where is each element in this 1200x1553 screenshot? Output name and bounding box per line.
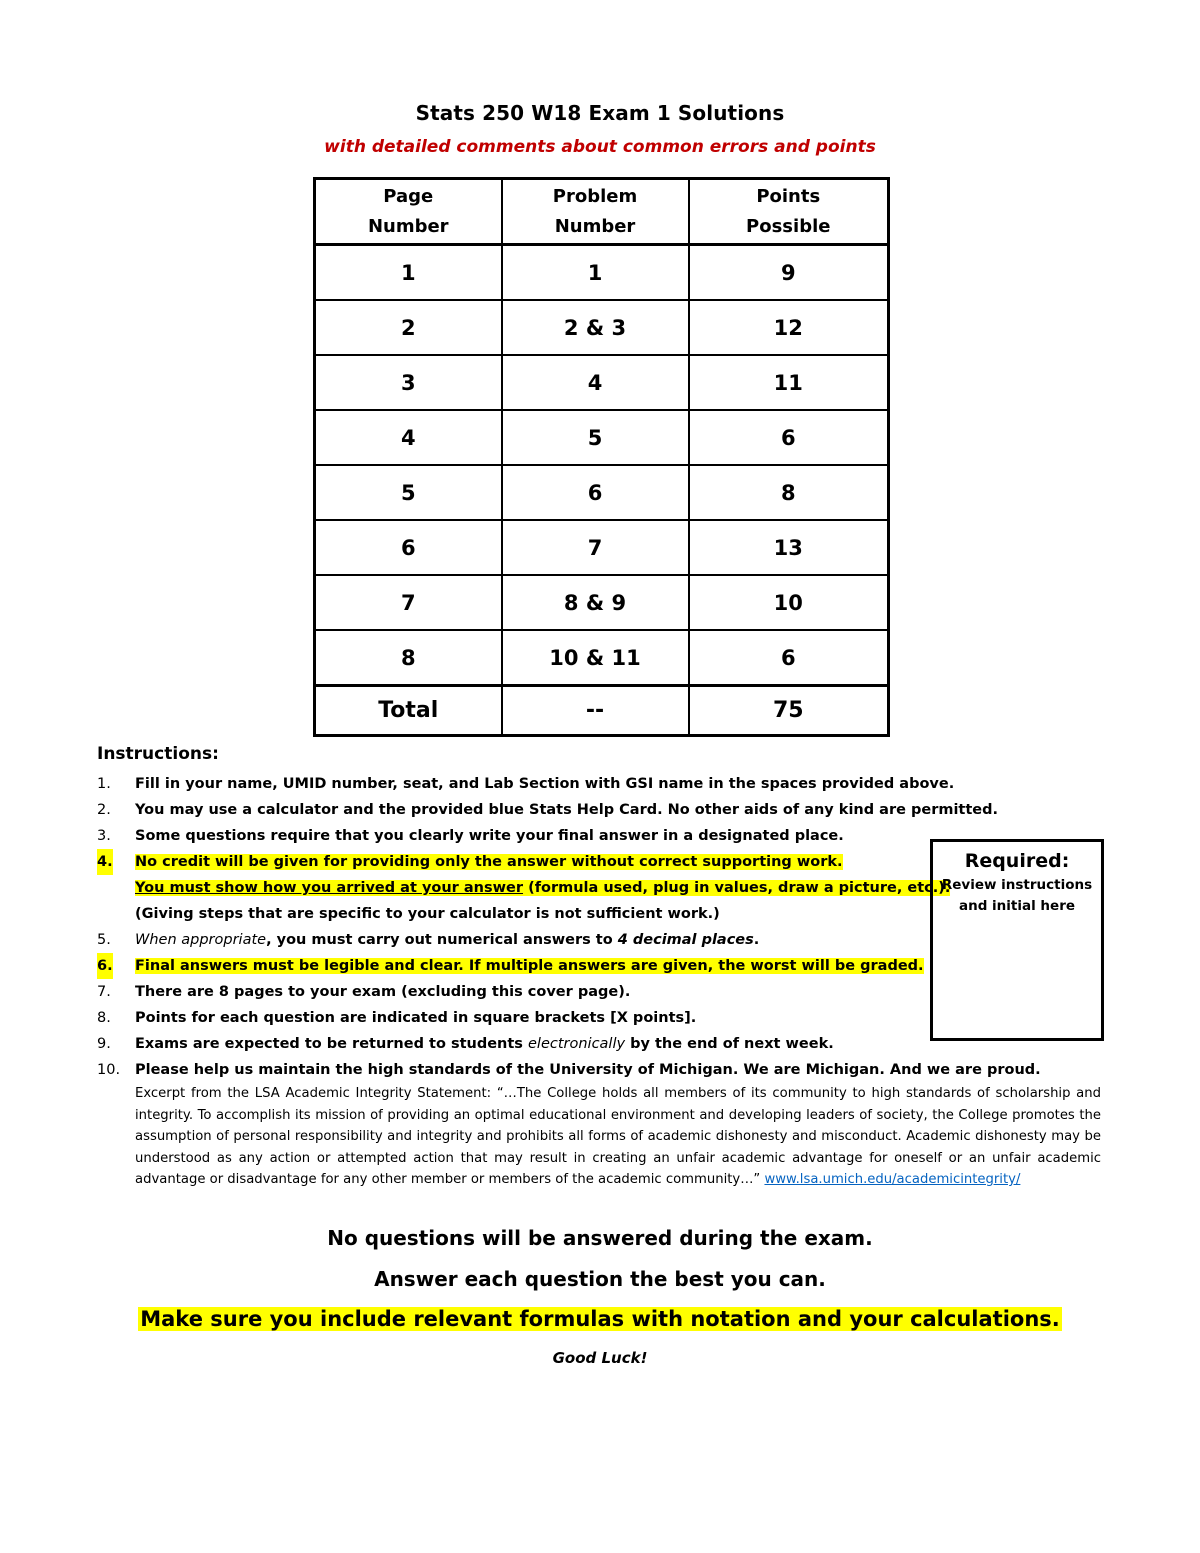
instruction-item: 9. Exams are expected to be returned to students electronically by the end of next week.: [97, 1036, 834, 1052]
cell-page: 3: [315, 355, 502, 410]
closing-line-2: Answer each question the best you can.: [374, 1267, 826, 1291]
table-row: [315, 630, 889, 686]
total-label: Total: [315, 686, 502, 736]
cell-problem: 7: [502, 520, 689, 575]
cell-page: 4: [315, 410, 502, 465]
cell-problem: 10 & 11: [502, 630, 689, 686]
table-total-row: [315, 686, 889, 736]
cell-page: 6: [315, 520, 502, 575]
cell-problem: 4: [502, 355, 689, 410]
total-problem: --: [502, 686, 689, 736]
table-row: [315, 520, 889, 575]
cell-points: 10: [689, 575, 889, 630]
points-table: [313, 177, 890, 737]
instruction-item-highlighted: 6. Final answers must be legible and clear. If multiple answers are given, the worst will be graded.: [97, 953, 1107, 979]
cell-points: 6: [689, 410, 889, 465]
required-instructions: Review instructions and initial here: [941, 877, 1093, 914]
cell-page: 7: [315, 575, 502, 630]
cell-problem: 8 & 9: [502, 575, 689, 630]
table-row: [315, 355, 889, 410]
page-title: Stats 250 W18 Exam 1 Solutions: [415, 101, 785, 125]
instruction-item: 5. When appropriate, you must carry out numerical answers to 4 decimal places.: [97, 932, 760, 948]
cell-page: 1: [315, 245, 502, 301]
instruction-item: 8. Points for each question are indicated in square brackets [X points].: [97, 1010, 697, 1026]
cell-points: 13: [689, 520, 889, 575]
table-row: [315, 300, 889, 355]
instruction-item: 1. Fill in your name, UMID number, seat, and Lab Section with GSI name in the spaces provided above.: [97, 776, 955, 792]
closing-line-1: No questions will be answered during the exam.: [327, 1226, 873, 1250]
cell-problem: 6: [502, 465, 689, 520]
good-luck: Good Luck!: [552, 1349, 648, 1367]
cell-page: 5: [315, 465, 502, 520]
header-page-number: Page Number: [315, 179, 502, 245]
cell-problem: 5: [502, 410, 689, 465]
academic-integrity-excerpt: Excerpt from the LSA Academic Integrity Statement: “…The College holds all members of its community to high standards of scholarship and integrity. To accomplish its mission of providing an optimal educational environment and developing leaders of society, the College promotes the assumption of personal responsibility and integrity and prohibits all forms of academic dishonesty and misconduct. Academic dishonesty may be understood as any action or attempted action that may result in creating an unfair academic advantage for oneself or an unfair academic advantage or disadvantage for any other member or members of the academic community…” www.lsa.umich.edu/academicintegrity/: [135, 1086, 1101, 1187]
cell-problem: 2 & 3: [502, 300, 689, 355]
table-row: [315, 465, 889, 520]
cell-points: 9: [689, 245, 889, 301]
instruction-item: 3. Some questions require that you clearly write your final answer in a designated place.: [97, 828, 844, 844]
cell-problem: 1: [502, 245, 689, 301]
page-subtitle: with detailed comments about common errors and points: [324, 137, 876, 157]
cell-points: 12: [689, 300, 889, 355]
instruction-item: 10. Please help us maintain the high standards of the University of Michigan. We are Michigan. And we are proud. Excerpt from the LSA Academic Integrity Statement: “…The College holds all members of its community to high standards of scholarship and integrity. To accomplish its mission of providing an optimal educational environment and developing leaders of society, the College promotes the assumption of personal responsibility and integrity and prohibits all forms of academic dishonesty and misconduct. Academic dishonesty may be understood as any action or attempted action that may result in creating an unfair academic advantage for oneself or an unfair academic advantage or disadvantage for any other member or members of the academic community…” www.lsa.umich.edu/academicintegrity/: [97, 1057, 1107, 1191]
table-row: [315, 245, 889, 301]
cell-points: 6: [689, 630, 889, 686]
instructions-heading: Instructions:: [97, 744, 219, 764]
instruction-item-highlighted: 4. No credit will be given for providing only the answer without correct supporting work. You must show how you arrived at your answer (formula used, plug in values, draw a picture, etc.). (Giving steps that are specific to your calculator is not sufficient work.): [97, 849, 1107, 927]
cell-points: 8: [689, 465, 889, 520]
instruction-item: 2. You may use a calculator and the provided blue Stats Help Card. No other aids of any kind are permitted.: [97, 802, 999, 818]
cell-page: 8: [315, 630, 502, 686]
table-row: [315, 410, 889, 465]
cell-points: 11: [689, 355, 889, 410]
cell-page: 2: [315, 300, 502, 355]
academic-integrity-link[interactable]: www.lsa.umich.edu/academicintegrity/: [764, 1172, 1021, 1187]
required-initials-box[interactable]: [930, 839, 1104, 1041]
header-problem-number: Problem Number: [502, 179, 689, 245]
header-points-possible: Points Possible: [689, 179, 889, 245]
closing-line-3-highlighted: Make sure you include relevant formulas with notation and your calculations.: [140, 1307, 1060, 1331]
required-title: Required:: [964, 850, 1070, 872]
table-row: [315, 575, 889, 630]
instruction-item: 7. There are 8 pages to your exam (excluding this cover page).: [97, 984, 631, 1000]
table-header-row: [315, 179, 889, 245]
total-points: 75: [689, 686, 889, 736]
